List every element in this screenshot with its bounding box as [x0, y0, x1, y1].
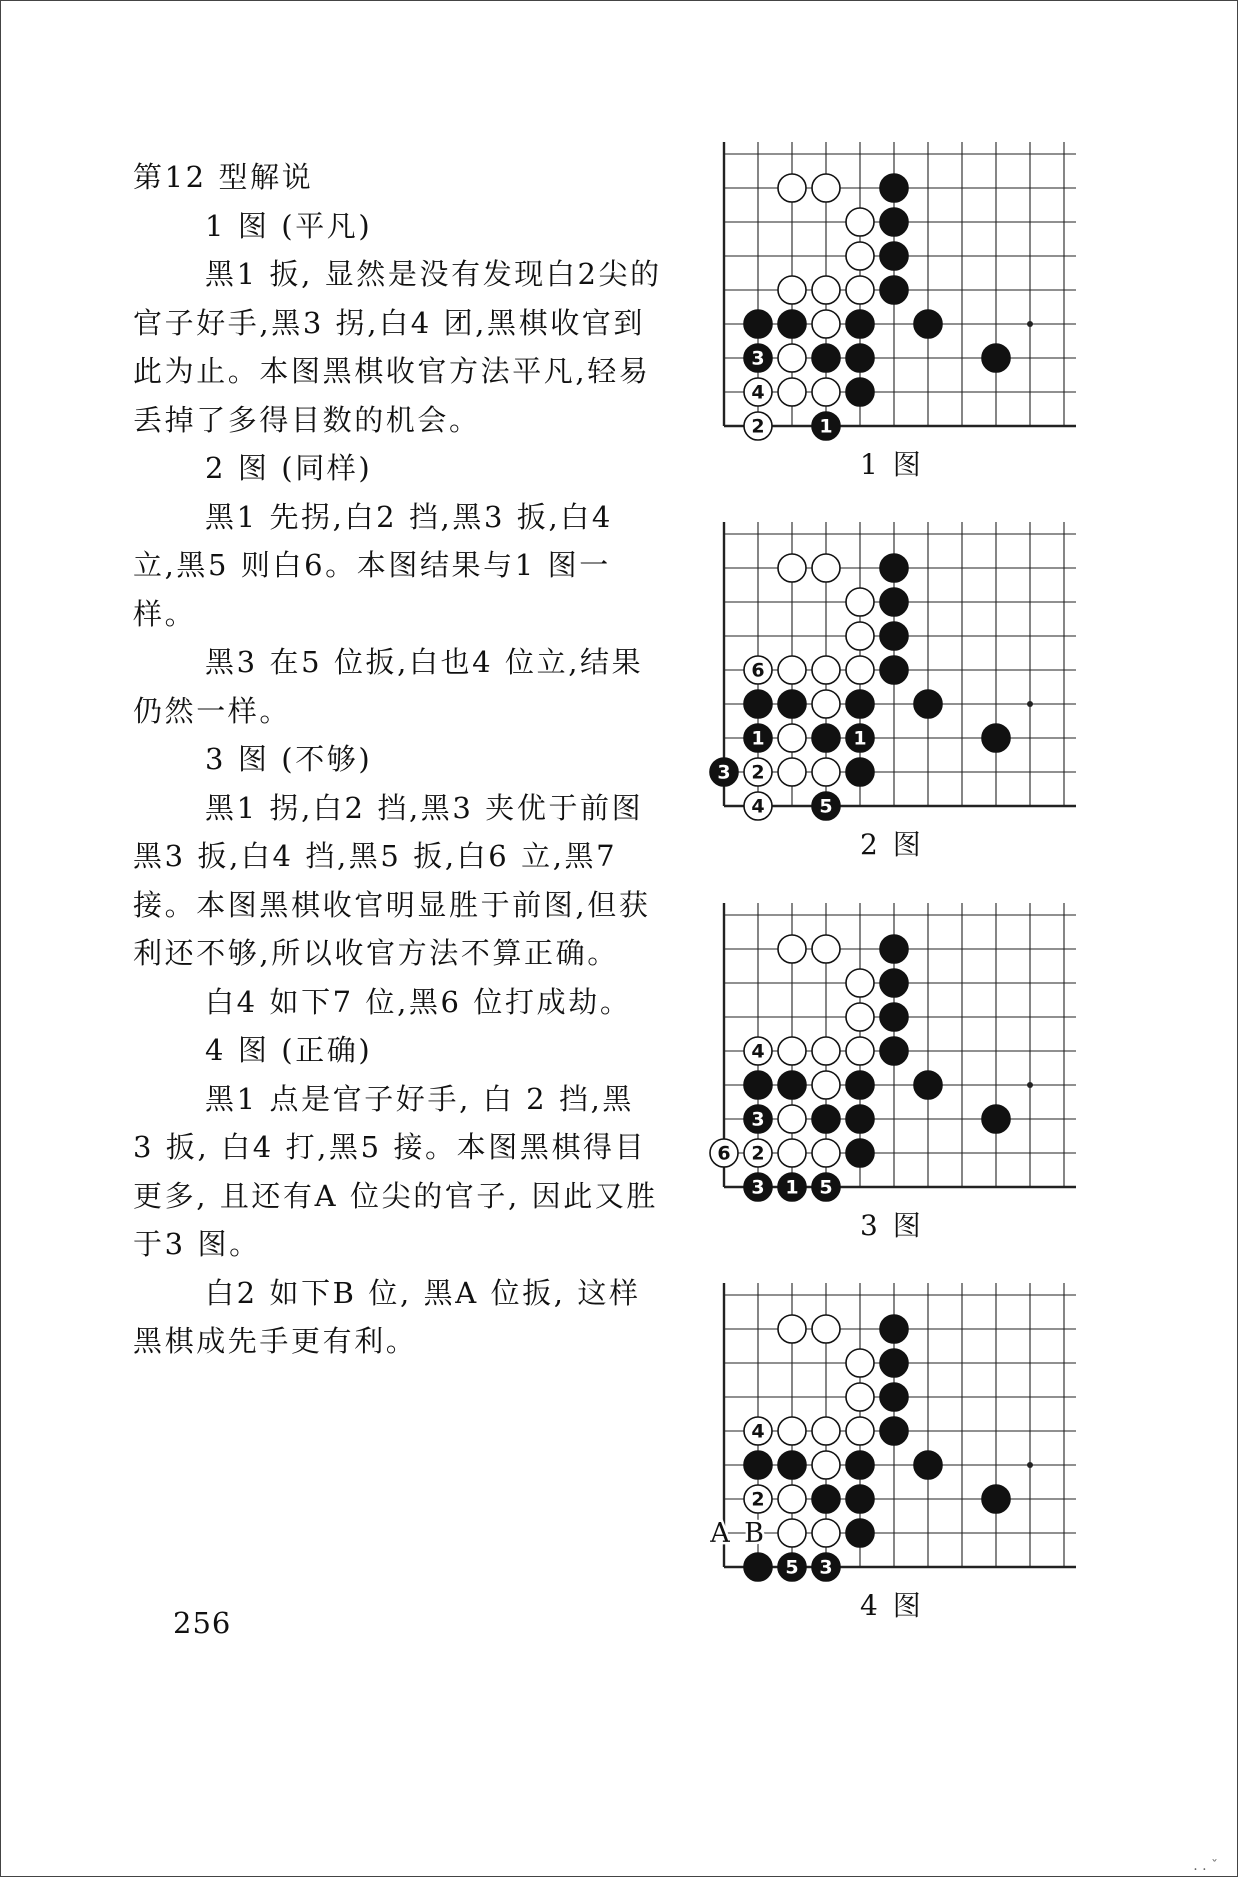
black-stone	[880, 1315, 908, 1343]
white-stone	[812, 1037, 840, 1065]
white-stone	[812, 1315, 840, 1343]
point-label-b: B	[744, 1518, 764, 1549]
star-point	[1027, 1082, 1033, 1088]
move-number: 5	[819, 795, 833, 818]
black-stone	[914, 1451, 942, 1479]
black-stone	[846, 724, 874, 752]
black-stone	[982, 1485, 1010, 1513]
white-stone	[812, 276, 840, 304]
move-number: 1	[751, 727, 765, 750]
black-stone	[880, 554, 908, 582]
white-stone	[846, 1349, 874, 1377]
move-number: 4	[751, 795, 765, 818]
white-stone	[812, 1451, 840, 1479]
black-stone	[710, 758, 738, 786]
move-number: 5	[785, 1556, 799, 1579]
white-stone	[812, 758, 840, 786]
move-number: 2	[751, 761, 765, 784]
white-stone	[744, 656, 772, 684]
black-stone	[744, 310, 772, 338]
move-number: 1	[785, 1176, 799, 1199]
black-stone	[778, 1071, 806, 1099]
black-stone	[744, 1451, 772, 1479]
diagram-caption-3: 3 图	[860, 1209, 924, 1242]
figure-3-variation: 白4 如下7 位,黑6 位打成劫。	[205, 984, 632, 1019]
black-stone	[880, 588, 908, 616]
white-stone	[812, 690, 840, 718]
move-number: 3	[751, 1108, 765, 1131]
black-stone	[880, 1003, 908, 1031]
move-number: 3	[751, 1176, 765, 1199]
page-number: 256	[173, 1606, 232, 1640]
black-stone	[880, 174, 908, 202]
black-stone	[744, 1105, 772, 1133]
white-stone	[778, 276, 806, 304]
white-stone	[846, 656, 874, 684]
black-stone	[744, 1071, 772, 1099]
white-stone	[778, 1037, 806, 1065]
white-stone	[778, 1105, 806, 1133]
white-stone	[778, 1315, 806, 1343]
go-board-2	[700, 512, 1090, 822]
star-point	[1027, 1462, 1033, 1468]
black-stone	[812, 724, 840, 752]
move-number: 2	[751, 1142, 765, 1165]
white-stone	[812, 310, 840, 338]
go-board-4	[700, 1273, 1090, 1583]
move-number: 6	[751, 659, 765, 682]
move-number: 1	[819, 415, 833, 438]
figure-4-variation: 白2 如下B 位, 黑A 位扳, 这样黑棋成先手更有利。	[133, 1275, 641, 1358]
white-stone	[778, 174, 806, 202]
white-stone	[846, 1417, 874, 1445]
black-stone	[880, 276, 908, 304]
white-stone	[744, 1139, 772, 1167]
white-stone	[812, 1139, 840, 1167]
move-number: 2	[751, 415, 765, 438]
figure-3-title: 3 图 (不够)	[205, 742, 373, 776]
black-stone	[812, 1553, 840, 1581]
black-stone	[880, 208, 908, 236]
diagram-caption-4: 4 图	[860, 1589, 924, 1622]
white-stone	[846, 276, 874, 304]
move-number: 4	[751, 1420, 765, 1443]
black-stone	[812, 1173, 840, 1201]
move-number: 3	[751, 347, 765, 370]
white-stone	[846, 1037, 874, 1065]
white-stone	[778, 656, 806, 684]
black-stone	[812, 1105, 840, 1133]
black-stone	[778, 1553, 806, 1581]
white-stone	[710, 1139, 738, 1167]
go-board-1	[700, 132, 1090, 442]
white-stone	[812, 656, 840, 684]
white-stone	[778, 344, 806, 372]
figure-2-variation: 黑3 在5 位扳,白也4 位立,结果仍然一样。	[133, 645, 644, 728]
move-number: 4	[751, 381, 765, 404]
black-stone	[880, 1383, 908, 1411]
black-stone	[846, 310, 874, 338]
figure-4-title: 4 图 (正确)	[205, 1033, 373, 1067]
move-number: 1	[853, 727, 867, 750]
black-stone	[846, 1485, 874, 1513]
white-stone	[744, 378, 772, 406]
white-stone	[778, 1139, 806, 1167]
move-number: 6	[717, 1142, 731, 1165]
white-stone	[744, 1417, 772, 1445]
white-stone	[744, 758, 772, 786]
black-stone	[846, 344, 874, 372]
black-stone	[914, 310, 942, 338]
black-stone	[812, 792, 840, 820]
white-stone	[812, 378, 840, 406]
point-label-a: A	[710, 1518, 730, 1549]
figure-1-explanation: 黑1 扳, 显然是没有发现白2尖的官子好手,黑3 拐,白4 团,黑棋收官到此为止。本图黑棋收官方法平凡,轻易丢掉了多得目数的机会。	[133, 257, 662, 437]
go-board-3	[700, 893, 1090, 1203]
white-stone	[778, 554, 806, 582]
black-stone	[982, 724, 1010, 752]
figure-4-explanation: 黑1 点是官子好手, 白 2 挡,黑 3 扳, 白4 打,黑5 接。本图黑棋得目更多, 且还有A 位尖的官子, 因此又胜于3 图。	[133, 1081, 659, 1261]
diagram-caption-2: 2 图	[860, 828, 924, 861]
white-stone	[812, 1519, 840, 1547]
footer-marks: . . ˇ	[1193, 1858, 1218, 1874]
black-stone	[778, 310, 806, 338]
black-stone	[812, 412, 840, 440]
black-stone	[846, 1451, 874, 1479]
white-stone	[778, 1485, 806, 1513]
white-stone	[846, 1383, 874, 1411]
black-stone	[846, 1139, 874, 1167]
black-stone	[812, 1485, 840, 1513]
move-number: 4	[751, 1040, 765, 1063]
black-stone	[846, 1105, 874, 1133]
black-stone	[914, 1071, 942, 1099]
black-stone	[744, 690, 772, 718]
white-stone	[778, 1519, 806, 1547]
black-stone	[846, 378, 874, 406]
white-stone	[846, 588, 874, 616]
black-stone	[812, 344, 840, 372]
black-stone	[880, 1417, 908, 1445]
white-stone	[846, 1003, 874, 1031]
white-stone	[744, 412, 772, 440]
text-column	[133, 153, 663, 1366]
move-number: 2	[751, 1488, 765, 1511]
white-stone	[744, 792, 772, 820]
black-stone	[880, 656, 908, 684]
white-stone	[846, 242, 874, 270]
white-stone	[744, 1485, 772, 1513]
move-number: 3	[717, 761, 731, 784]
black-stone	[880, 242, 908, 270]
figure-2-explanation: 黑1 先拐,白2 挡,黑3 扳,白4 立,黑5 则白6。本图结果与1 图一样。	[133, 499, 613, 631]
white-stone	[812, 554, 840, 582]
black-stone	[744, 344, 772, 372]
white-stone	[778, 378, 806, 406]
white-stone	[812, 1417, 840, 1445]
black-stone	[778, 1173, 806, 1201]
white-stone	[846, 969, 874, 997]
move-number: 3	[819, 1556, 833, 1579]
white-stone	[778, 935, 806, 963]
black-stone	[982, 344, 1010, 372]
white-stone	[812, 935, 840, 963]
section-heading: 第12 型解说	[133, 160, 314, 194]
black-stone	[846, 758, 874, 786]
star-point	[1027, 701, 1033, 707]
black-stone	[744, 1173, 772, 1201]
black-stone	[880, 969, 908, 997]
black-stone	[914, 690, 942, 718]
move-number: 5	[819, 1176, 833, 1199]
black-stone	[744, 724, 772, 752]
black-stone	[880, 1349, 908, 1377]
white-stone	[778, 724, 806, 752]
figure-3-explanation: 黑1 拐,白2 挡,黑3 夹优于前图黑3 扳,白4 挡,黑5 扳,白6 立,黑7 接。本图黑棋收官明显胜于前图,但获利还不够,所以收官方法不算正确。	[133, 790, 651, 970]
black-stone	[880, 622, 908, 650]
black-stone	[778, 690, 806, 718]
black-stone	[846, 1519, 874, 1547]
white-stone	[846, 208, 874, 236]
black-stone	[846, 690, 874, 718]
white-stone	[846, 622, 874, 650]
black-stone	[744, 1553, 772, 1581]
figure-1-title: 1 图 (平凡)	[205, 208, 373, 243]
black-stone	[982, 1105, 1010, 1133]
white-stone	[744, 1037, 772, 1065]
star-point	[1027, 321, 1033, 327]
black-stone	[880, 1037, 908, 1065]
white-stone	[778, 758, 806, 786]
white-stone	[812, 174, 840, 202]
figure-2-title: 2 图 (同样)	[205, 451, 373, 485]
white-stone	[778, 1417, 806, 1445]
white-stone	[812, 1071, 840, 1099]
black-stone	[778, 1451, 806, 1479]
diagram-caption-1: 1 图	[860, 448, 924, 481]
black-stone	[846, 1071, 874, 1099]
black-stone	[880, 935, 908, 963]
